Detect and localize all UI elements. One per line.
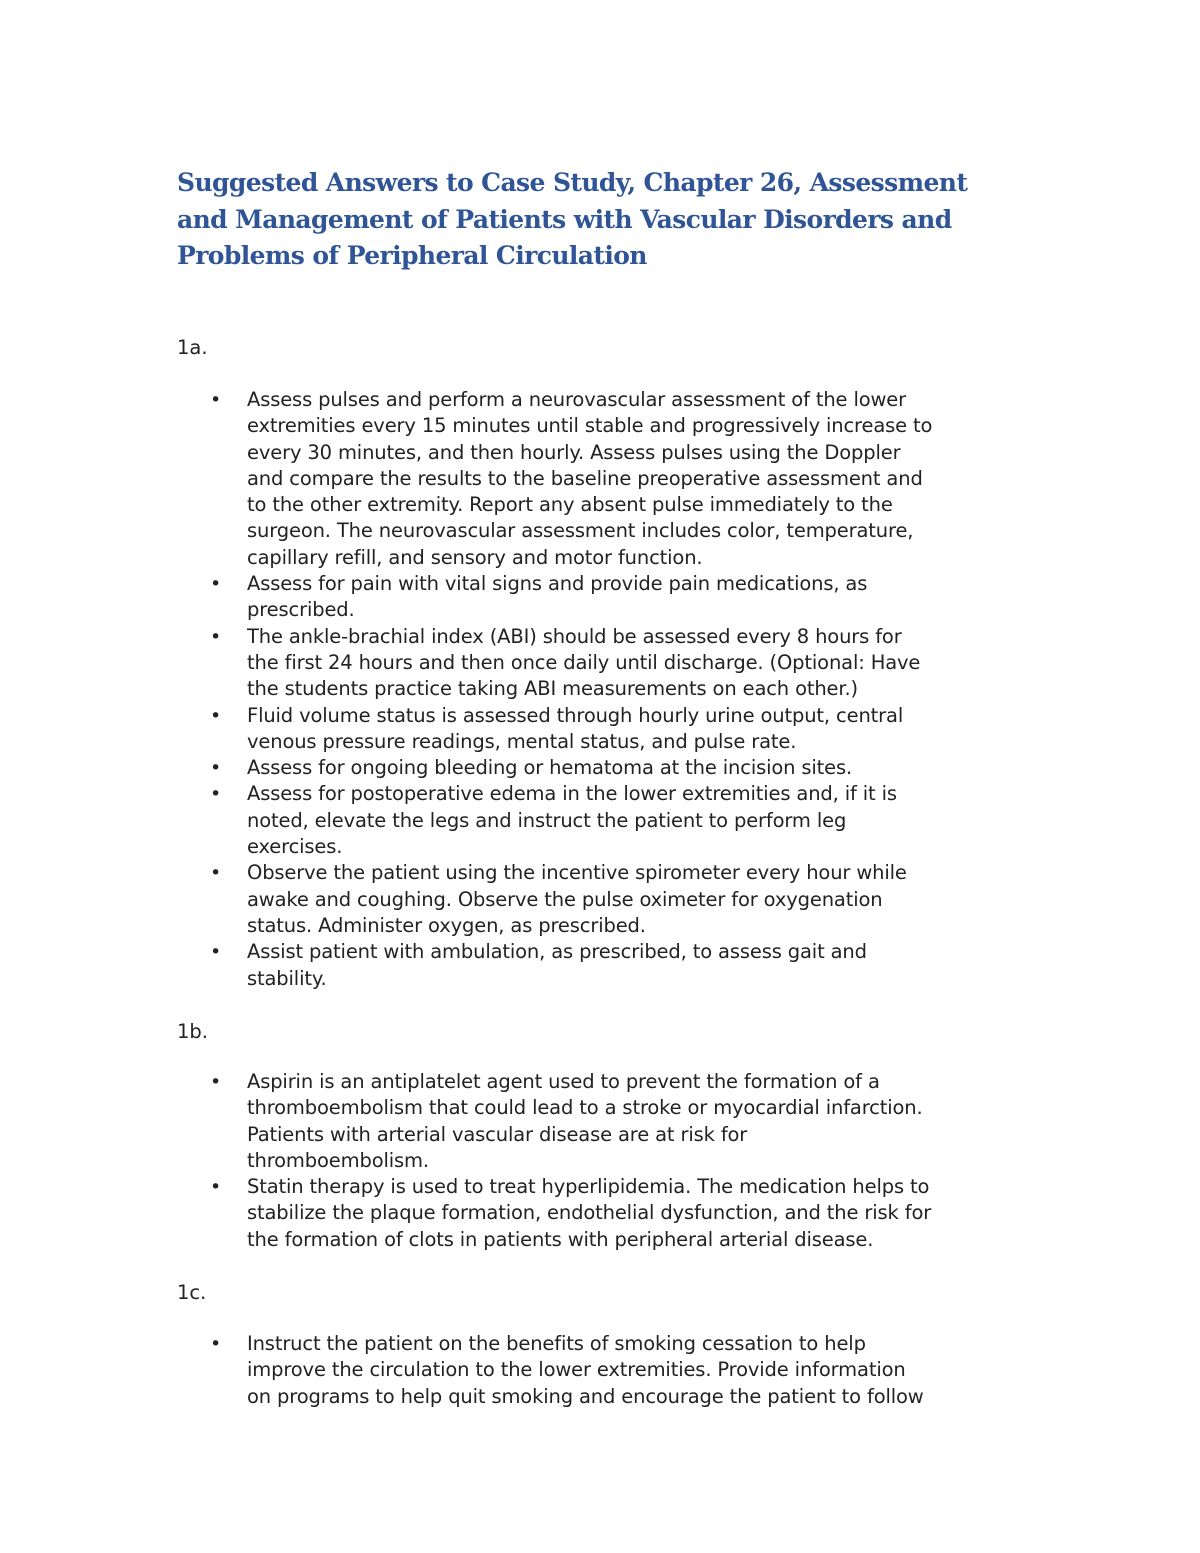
item-line: Assess for ongoing bleeding or hematoma at the incision sites. — [247, 756, 853, 780]
section-label-1a: 1a. — [177, 336, 208, 359]
bullet-icon: • — [210, 625, 222, 648]
item-line: awake and coughing. Observe the pulse oximeter for oxygenation — [247, 887, 883, 911]
bullet-icon: • — [210, 389, 222, 411]
title-line: and Management of Patients with Vascular Disorders and — [177, 204, 952, 234]
item-line: Assess pulses and perform a neurovascular assessment of the lower — [247, 388, 907, 411]
item-line: improve the circulation to the lower extremities. Provide information — [247, 1358, 906, 1382]
item-line: the first 24 hours and then once daily until discharge. (Optional: Have — [247, 650, 921, 674]
list-item — [0, 781, 1037, 860]
item-line: Assess for pain with vital signs and provide pain medications, as — [247, 572, 868, 596]
item-line: Aspirin is an antiplatelet agent used to prevent the formation of a — [247, 1070, 880, 1093]
item-line: stability. — [247, 966, 327, 990]
list-item — [0, 939, 1037, 992]
item-line: and compare the results to the baseline preoperative assessment and — [247, 466, 923, 490]
bullet-icon: • — [210, 1176, 222, 1199]
bullet-icon: • — [210, 783, 222, 806]
bullet-icon: • — [210, 1071, 222, 1093]
list-item — [0, 624, 1037, 703]
item-line: Statin therapy is used to treat hyperlipidemia. The medication helps to — [247, 1175, 930, 1199]
item-line: on programs to help quit smoking and encourage the patient to follow — [247, 1384, 924, 1408]
item-line: extremities every 15 minutes until stable and progressively increase to — [247, 414, 933, 438]
bullet-list-1a — [0, 387, 1037, 992]
item-line: stabilize the plaque formation, endothelial dysfunction, and the risk for — [247, 1201, 932, 1225]
item-line: Instruct the patient on the benefits of smoking cessation to help — [247, 1332, 866, 1355]
bullet-icon: • — [210, 704, 222, 727]
item-line: surgeon. The neurovascular assessment includes color, temperature, — [247, 519, 914, 543]
list-item — [0, 387, 1037, 571]
item-line: prescribed. — [247, 598, 355, 622]
item-line: every 30 minutes, and then hourly. Assess pulses using the Doppler — [247, 440, 901, 464]
list-item — [0, 703, 1037, 756]
bullet-icon: • — [210, 573, 222, 596]
list-item — [0, 860, 1037, 939]
bullet-icon: • — [210, 862, 222, 885]
item-line: noted, elevate the legs and instruct the patient to perform leg — [247, 808, 847, 832]
bullet-icon: • — [210, 941, 222, 964]
list-item — [0, 1069, 1037, 1174]
item-line: Fluid volume status is assessed through hourly urine output, central — [247, 703, 904, 727]
title-line: Suggested Answers to Case Study, Chapter 26, Assessment — [177, 168, 968, 197]
section-label-1c: 1c. — [177, 1281, 207, 1304]
item-line: Assess for postoperative edema in the lower extremities and, if it is — [247, 782, 897, 806]
title-line: Problems of Peripheral Circulation — [177, 241, 647, 270]
item-line: to the other extremity. Report any absent pulse immediately to the — [247, 493, 893, 517]
item-line: Patients with arterial vascular disease are at risk for — [247, 1122, 748, 1146]
section-label-1b: 1b. — [177, 1020, 208, 1043]
document-title — [177, 165, 1037, 275]
item-line: capillary refill, and sensory and motor function. — [247, 545, 703, 569]
item-line: the students practice taking ABI measurements on each other.) — [247, 677, 858, 701]
list-item — [0, 755, 1037, 781]
list-item — [0, 1331, 1037, 1410]
item-line: venous pressure readings, mental status, and pulse rate. — [247, 729, 797, 753]
bullet-icon: • — [210, 1333, 222, 1355]
item-line: status. Administer oxygen, as prescribed. — [247, 913, 646, 937]
list-item — [0, 571, 1037, 624]
list-item — [0, 1174, 1037, 1253]
item-line: exercises. — [247, 835, 343, 859]
bullet-icon: • — [210, 757, 222, 780]
bullet-list-1b — [0, 1069, 1037, 1253]
item-line: the formation of clots in patients with peripheral arterial disease. — [247, 1227, 874, 1251]
item-line: thromboembolism that could lead to a stroke or myocardial infarction. — [247, 1096, 923, 1120]
item-line: thromboembolism. — [247, 1148, 429, 1172]
item-line: The ankle-brachial index (ABI) should be assessed every 8 hours for — [247, 624, 902, 648]
item-line: Observe the patient using the incentive spirometer every hour while — [247, 861, 907, 885]
item-line: Assist patient with ambulation, as prescribed, to assess gait and — [247, 940, 867, 964]
bullet-list-1c — [0, 1331, 1037, 1410]
